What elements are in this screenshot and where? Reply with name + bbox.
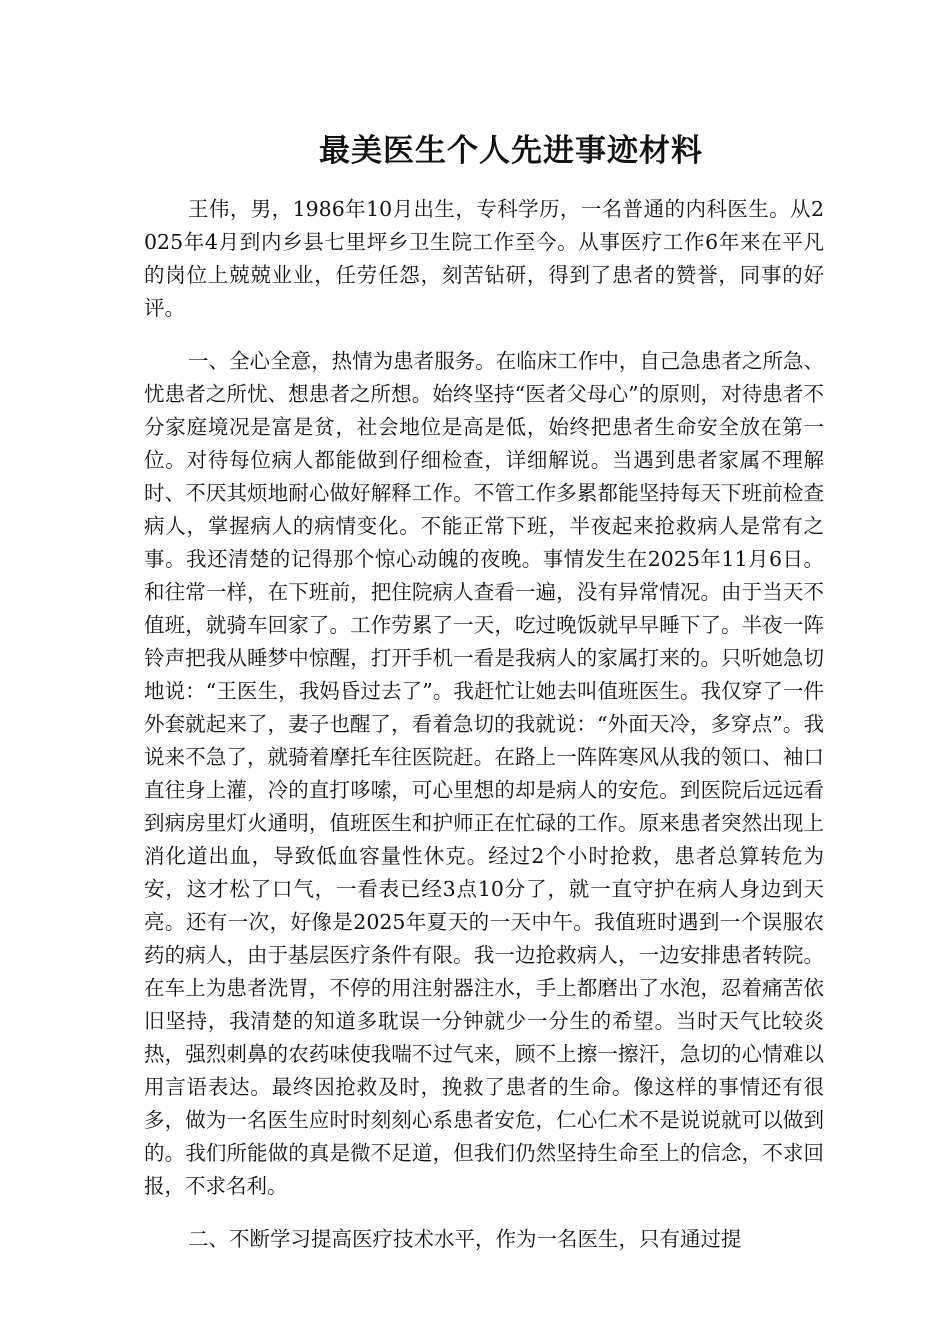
paragraph-section-two: 二、不断学习提高医疗技术水平，作为一名医生，只有通过提 <box>188 1227 742 1251</box>
paragraph-section-one: 一、全心全意，热情为患者服务。在临床工作中，自己急患者之所急、忧患者之所忧、想患者之所想。始终坚持“医者父母心”的原则，对待患者不分家庭境况是富是贫，社会地位是高是低，始终把患者生命安全放在第一位。对待每位病人都能做到仔细检查，详细解说。当遇到患者家属不理解时、不厌其烦地耐心做好解释工作。不管工作多累都能坚持每天下班前检查病人，掌握病人的病情变化。不能正常下班，半夜起来抢救病人是常有之事。我还清楚的记得那个惊心动魄的夜晚。事情发生在2025年11月6日。和往常一样，在下班前，把住院病人查看一遍，没有异常情况。由于当天不值班，就骑车回家了。工作劳累了一天，吃过晚饭就早早睡下了。半夜一阵铃声把我从睡梦中惊醒，打开手机一看是我病人的家属打来的。只听她急切地说：“王医生，我妈昏过去了”。我赶忙让她去叫值班医生。我仅穿了一件外套就起来了，妻子也醒了，看着急切的我就说：“外面天冷，多穿点”。我说来不急了，就骑着摩托车往医院赶。在路上一阵阵寒风从我的领口、袖口直往身上灌，冷的直打哆嗦，可心里想的却是病人的安危。到医院后远远看到病房里灯火通明，值班医生和护师正在忙碌的工作。原来患者突然出现上消化道出血，导致低血容量性休克。经过2个小时抢救，患者总算转危为安，这才松了口气，一看表已经3点10分了，就一直守护在病人身边到天亮。还有一次，好像是2025年夏天的一天中午。我值班时遇到一个误服农药的病人，由于基层医疗条件有限。我一边抢救病人，一边安排患者转院。在车上为患者洗胃，不停的用注射器注水，手上都磨出了水泡，忍着痛苦依旧坚持，我清楚的知道多耽误一分钟就少一分生的希望。当时天气比较炎热，强烈刺鼻的农药味使我喘不过气来，顾不上擦一擦汗，急切的心情难以用言语表达。最终因抢救及时，挽救了患者的生命。像这样的事情还有很多，做为一名医生应时时刻刻心系患者安危，仁心仁术不是说说就可以做到的。我们所能做的真是微不足道，但我们仍然坚持生命至上的信念，不求回报，不求名利。 <box>144 349 824 1198</box>
document-body <box>144 193 824 1276</box>
document-title: 最美医生个人先进事迹材料 <box>319 133 703 169</box>
paragraph-intro: 王伟，男，1986年10月出生，专科学历，一名普通的内科医生。从2025年4月到内乡县七里坪乡卫生院工作至今。从事医疗工作6年来在平凡的岗位上兢兢业业，任劳任怨，刻苦钻研，得到了患者的赞誉，同事的好评。 <box>144 197 824 320</box>
